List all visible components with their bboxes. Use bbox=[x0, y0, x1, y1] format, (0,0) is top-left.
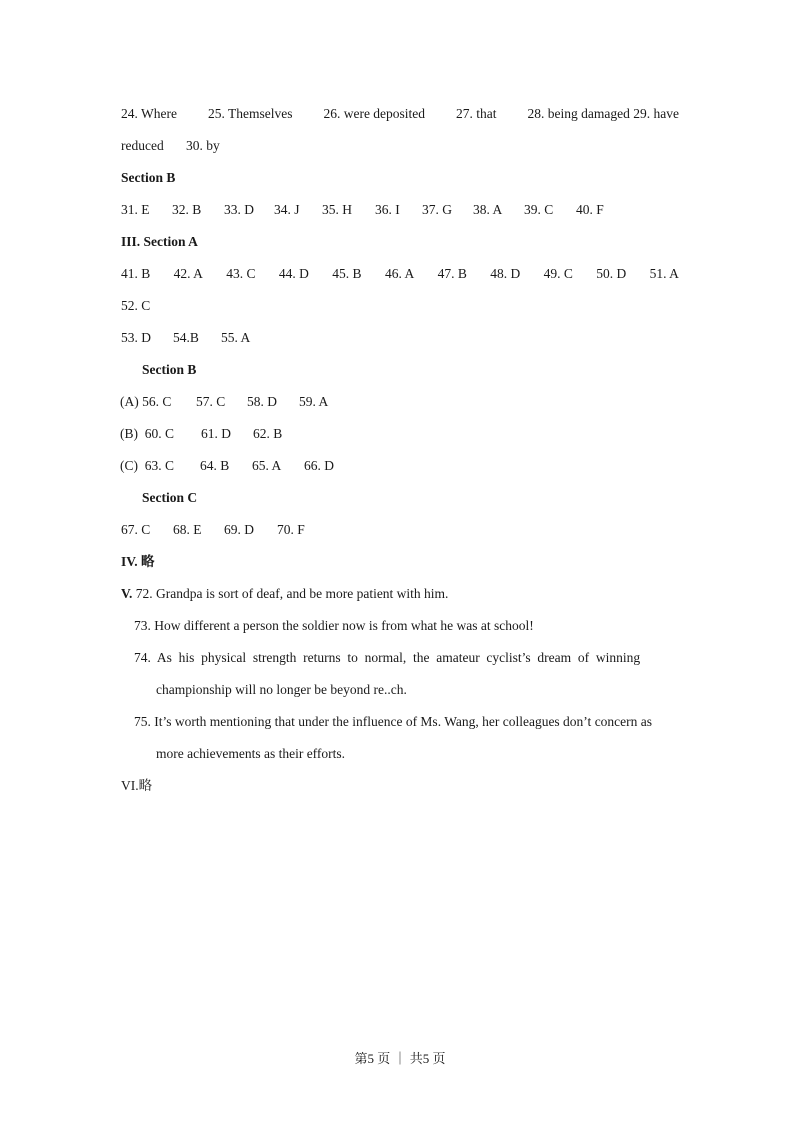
answer-64: 64. B bbox=[200, 458, 230, 473]
part5-q73: 73. How different a person the soldier now is from what he was at school! bbox=[134, 618, 534, 633]
answer-56: (A) 56. C bbox=[120, 394, 172, 409]
part3-section-c-heading: Section C bbox=[142, 490, 198, 505]
part5-q75-line2: more achievements as their efforts. bbox=[156, 746, 346, 761]
answer-70: 70. F bbox=[277, 522, 305, 537]
answer-39: 39. C bbox=[524, 202, 554, 217]
part5-label: V. bbox=[121, 586, 133, 601]
answer-59: 59. A bbox=[299, 394, 329, 409]
answer-51: 51. A bbox=[649, 266, 679, 281]
answer-67: 67. C bbox=[121, 522, 151, 537]
part4-heading: IV. 略 bbox=[121, 554, 155, 569]
answer-41: 41. B bbox=[121, 266, 151, 281]
answer-65: 65. A bbox=[252, 458, 282, 473]
answer-38: 38. A bbox=[473, 202, 503, 217]
answer-37: 37. G bbox=[422, 202, 452, 217]
answer-58: 58. D bbox=[247, 394, 277, 409]
answer-45: 45. B bbox=[332, 266, 362, 281]
part3-section-b-c bbox=[120, 458, 334, 474]
answer-28-29: 28. being damaged 29. have bbox=[527, 106, 679, 121]
answer-30: 30. by bbox=[186, 138, 220, 153]
part5-q74-line1: 74. As his physical strength returns to normal, the amateur cyclist’s dream of winning bbox=[134, 650, 641, 665]
part3-section-b-heading: Section B bbox=[142, 362, 197, 377]
part6-heading: VI.略 bbox=[121, 778, 153, 793]
answer-36: 36. I bbox=[375, 202, 400, 217]
q72-text: 72. Grandpa is sort of deaf, and be more patient with him. bbox=[132, 586, 449, 601]
answer-55: 55. A bbox=[221, 330, 251, 345]
part5-q72 bbox=[121, 586, 448, 602]
answer-40: 40. F bbox=[576, 202, 604, 217]
answer-53: 53. D bbox=[121, 330, 151, 345]
answer-66: 66. D bbox=[304, 458, 334, 473]
answer-49: 49. C bbox=[543, 266, 573, 281]
answer-50: 50. D bbox=[596, 266, 627, 281]
answer-52: 52. C bbox=[121, 298, 151, 313]
fill-answers-line-1 bbox=[121, 106, 679, 122]
answer-47: 47. B bbox=[437, 266, 467, 281]
part5-q74-line2: championship will no longer be beyond re..ch. bbox=[156, 682, 407, 697]
answer-62: 62. B bbox=[253, 426, 283, 441]
answer-42: 42. A bbox=[173, 266, 203, 281]
answer-57: 57. C bbox=[196, 394, 226, 409]
part3-section-b-b bbox=[120, 426, 282, 442]
answer-35: 35. H bbox=[322, 202, 352, 217]
part3-section-a-heading: III. Section A bbox=[121, 234, 198, 249]
answer-63: (C) 63. C bbox=[120, 458, 174, 473]
answer-48: 48. D bbox=[490, 266, 521, 281]
page-footer: 第5 页 ｜ 共5 页 bbox=[354, 1051, 446, 1066]
answer-68: 68. E bbox=[173, 522, 202, 537]
part3-section-c-answers bbox=[121, 522, 305, 538]
answer-33: 33. D bbox=[224, 202, 254, 217]
answer-43: 43. C bbox=[226, 266, 256, 281]
answer-32: 32. B bbox=[172, 202, 202, 217]
answer-69: 69. D bbox=[224, 522, 254, 537]
answer-29-continued: reduced bbox=[121, 138, 164, 153]
part3-answers-line-3 bbox=[121, 330, 250, 346]
answer-31: 31. E bbox=[121, 202, 150, 217]
answer-34: 34. J bbox=[274, 202, 300, 217]
answer-26: 26. were deposited bbox=[323, 106, 426, 121]
part3-answers-line-1 bbox=[121, 266, 679, 282]
answer-61: 61. D bbox=[201, 426, 231, 441]
answer-46: 46. A bbox=[384, 266, 415, 281]
answer-24: 24. Where bbox=[121, 106, 177, 121]
section-b-heading: Section B bbox=[121, 170, 176, 185]
answer-60: (B) 60. C bbox=[120, 426, 174, 441]
part5-q75-line1: 75. It’s worth mentioning that under the influence of Ms. Wang, her colleagues don’t concern as bbox=[134, 714, 653, 729]
section-b-answers bbox=[121, 202, 604, 218]
answer-44: 44. D bbox=[278, 266, 309, 281]
answer-54: 54.B bbox=[173, 330, 199, 345]
answer-25: 25. Themselves bbox=[207, 106, 293, 121]
fill-answers-line-2 bbox=[121, 138, 220, 154]
answer-27: 27. that bbox=[456, 106, 497, 121]
part3-section-b-a bbox=[120, 394, 328, 410]
